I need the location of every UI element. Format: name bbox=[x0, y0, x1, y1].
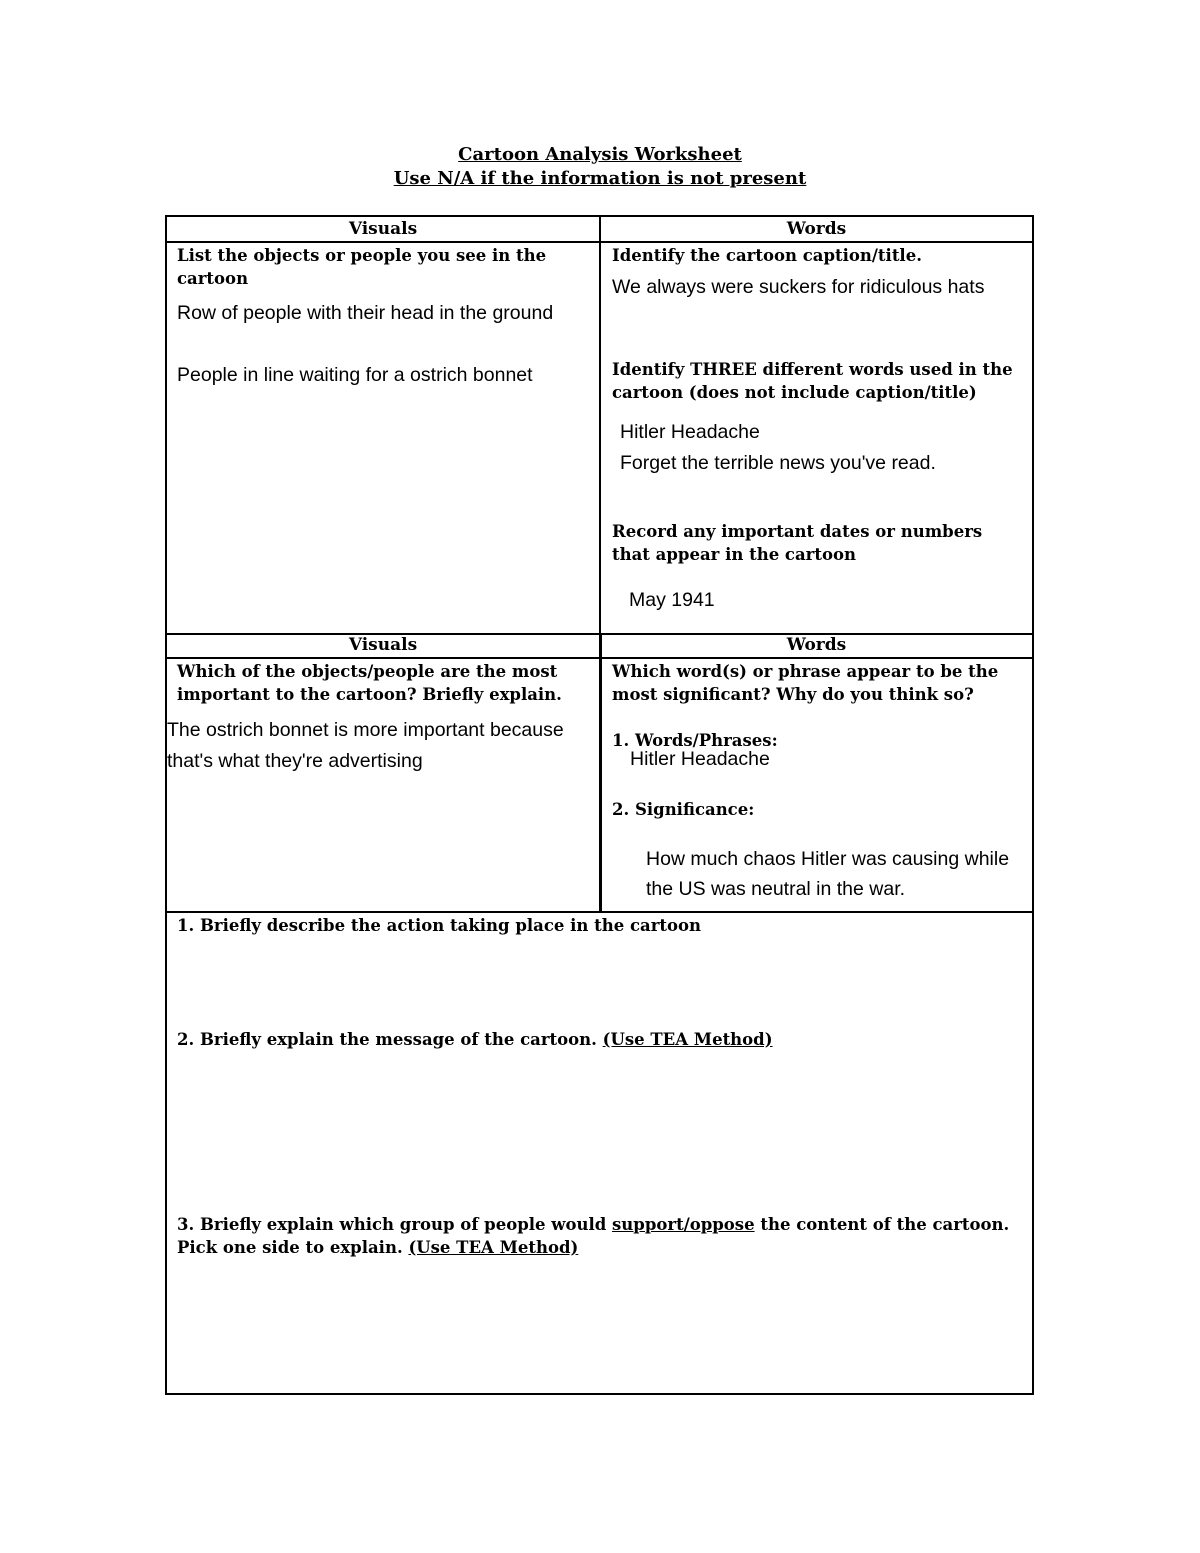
dates-answer[interactable]: May 1941 bbox=[629, 589, 715, 611]
significance-answer[interactable]: How much chaos Hitler was causing while bbox=[646, 848, 1010, 870]
page-title: Cartoon Analysis Worksheet bbox=[458, 144, 742, 165]
divider bbox=[599, 634, 602, 913]
divider bbox=[599, 217, 601, 634]
significant-words-prompt: Which word(s) or phrase appear to be the most significant? Why do you think so? bbox=[612, 662, 999, 704]
visuals-prompt: List the objects or people you see in the cartoon bbox=[177, 246, 547, 288]
words-answer[interactable]: Forget the terrible news you've read. bbox=[620, 452, 936, 474]
visuals-answer[interactable]: People in line waiting for a ostrich bonnet bbox=[177, 364, 533, 386]
support-oppose-text: support/oppose bbox=[612, 1215, 755, 1234]
question-3 bbox=[177, 1213, 1027, 1259]
question-1: 1. Briefly describe the action taking place in the cartoon bbox=[177, 916, 702, 935]
words-phrases-answer[interactable]: Hitler Headache bbox=[630, 748, 770, 770]
question-2 bbox=[177, 1028, 773, 1051]
words-phrases-label: 1. Words/Phrases: bbox=[612, 731, 778, 750]
words-header: Words bbox=[786, 635, 847, 655]
visuals-header: Visuals bbox=[348, 635, 418, 655]
caption-prompt: Identify the cartoon caption/title. bbox=[612, 246, 922, 265]
important-objects-prompt: Which of the objects/people are the most important to the cartoon? Briefly explain. bbox=[177, 662, 562, 704]
words-prompt: Identify THREE different words used in the cartoon (does not include caption/title) bbox=[612, 360, 1013, 402]
question-3-text-end: the content of the cartoon. bbox=[754, 1215, 1010, 1234]
significance-answer[interactable]: the US was neutral in the war. bbox=[646, 878, 906, 900]
visuals-header: Visuals bbox=[348, 219, 418, 239]
words-header: Words bbox=[786, 219, 847, 239]
tea-method-link: (Use TEA Method) bbox=[408, 1238, 579, 1257]
tea-method-link: (Use TEA Method) bbox=[602, 1030, 773, 1049]
visuals-answer[interactable]: Row of people with their head in the ground bbox=[177, 302, 554, 324]
question-3-line2: Pick one side to explain. bbox=[177, 1238, 409, 1257]
question-3-text: 3. Briefly explain which group of people would bbox=[177, 1215, 613, 1234]
worksheet-table bbox=[165, 215, 1034, 1395]
significance-label: 2. Significance: bbox=[612, 800, 755, 819]
dates-prompt: Record any important dates or numbers that appear in the cartoon bbox=[612, 522, 983, 564]
page-subtitle: Use N/A if the information is not present bbox=[393, 168, 807, 189]
question-2-text: 2. Briefly explain the message of the cartoon. bbox=[177, 1030, 603, 1049]
caption-answer[interactable]: We always were suckers for ridiculous hats bbox=[612, 276, 985, 298]
important-objects-answer[interactable]: The ostrich bonnet is more important because bbox=[167, 719, 564, 741]
important-objects-answer[interactable]: that's what they're advertising bbox=[167, 750, 423, 772]
words-answer[interactable]: Hitler Headache bbox=[620, 421, 760, 443]
